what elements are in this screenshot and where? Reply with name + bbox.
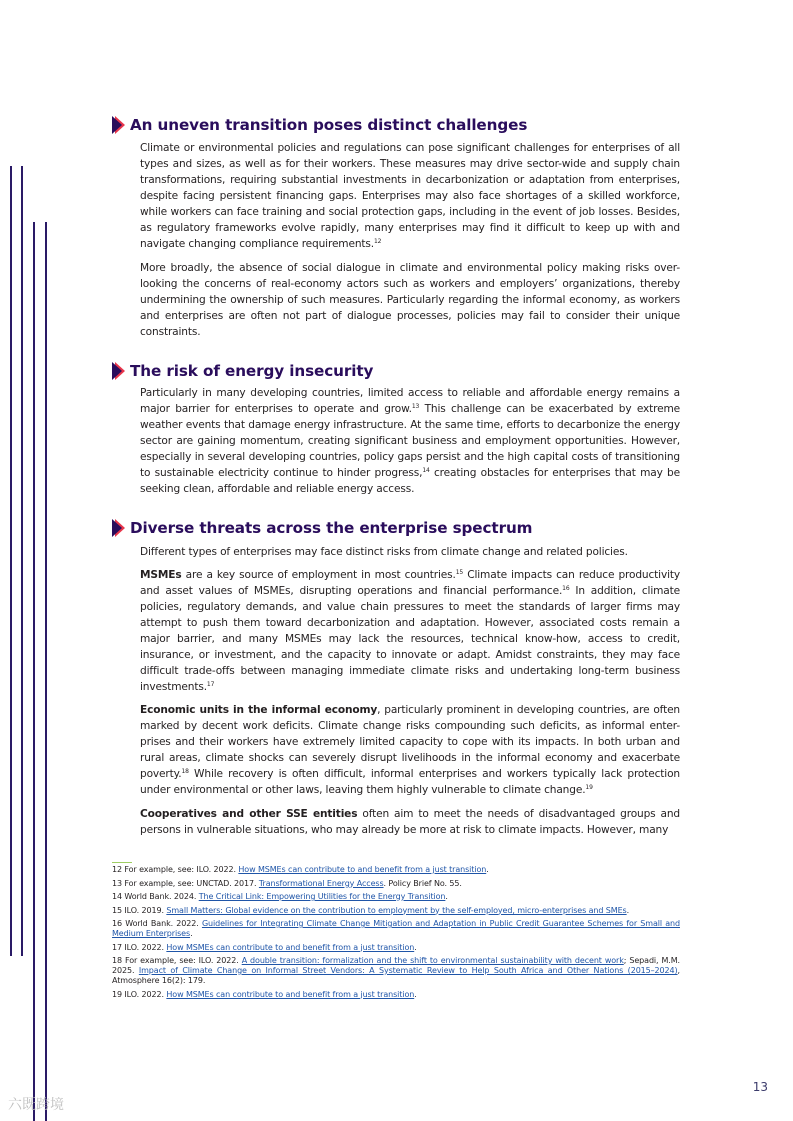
text-run: Particularly in many developing countries, limited access to reliable and affordable energy remains a major barrier for enterprises to operate and grow. — [140, 387, 680, 415]
body-paragraph — [140, 385, 680, 497]
footnote — [112, 892, 680, 902]
section-title: Diverse threats across the enterprise spectrum — [130, 519, 533, 537]
text-run: are a key source of employment in most countries. — [181, 569, 456, 581]
text-run: This challenge can be exacerbated by extreme weather events that damage energy infrastructure. At the same time, efforts to decarbonize the energy sector are gaining momentum, creating significant business and employment opportunities. However, especially in several developing countries, policy gaps persist and the high capital costs of transitioning to sustainable electricity continue to hinder progress, — [140, 403, 680, 479]
reference-link[interactable]: How MSMEs can contribute to and benefit from a just transition — [238, 865, 487, 874]
text-run: creating obstacles for enterprises that may be seeking clean, affordable and reliable energy access. — [140, 467, 680, 495]
reference-link[interactable]: A double transition: formalization and the shift to environmental sustainability with decent work — [241, 956, 624, 965]
body-paragraph — [140, 544, 680, 560]
text-run: Climate impacts can reduce productivity and asset values of MSMEs, disrupting operations and financial performance. — [140, 569, 680, 597]
footnote-ref[interactable]: 14 — [422, 467, 430, 474]
text-run: 17 ILO. 2022. — [112, 942, 167, 952]
text-run: In addition, climate policies, regulatory demands, and value chain pressures to meet the standards of larger firms may attempt to push them toward decarbonization and adaptation. However, associated costs remain a major barrier, and many MSMEs may lack the resources, technical know-how, access to credit, insurance, or investment, and the capacity to innovate or adapt. Amidst constraints, they may face difficult trade-offs between managing immediate climate risks and undertaking long-term business investments. — [140, 585, 681, 693]
text-run: . — [445, 892, 448, 901]
footnote — [112, 879, 680, 889]
bold-term: MSMEs — [140, 569, 182, 581]
section-title: The risk of energy insecurity — [130, 362, 374, 380]
text-run: Climate or environmental policies and regulations can pose significant challenges for enterprises of all types and sizes, as well as for their workers. These measures may drive sector-wide and supply chain transformations, requiring substantial investments in decarbonization or adaptation from enterprises, despite facing persistent financing gaps. Enterprises may also face shortages of a skilled workforce, while workers can face training and social protection gaps, including in the event of job losses. Besides, as regulatory frameworks evolve rapidly, many enterprises may find it difficult to keep up with and navigate changing compliance requirements. — [140, 142, 680, 250]
footnote-divider — [112, 862, 132, 863]
footnote-ref[interactable]: 15 — [455, 569, 464, 576]
text-run: 14 World Bank. 2024. — [112, 892, 199, 901]
footnote-ref[interactable]: 12 — [374, 238, 382, 245]
text-run: 18 For example, see: ILO. 2022. — [112, 956, 242, 965]
reference-link[interactable]: Transformational Energy Access — [258, 878, 384, 888]
text-run: 16 World Bank. 2022. — [112, 919, 202, 928]
text-run: 15 ILO. 2019. — [112, 905, 167, 915]
text-run: More broadly, the absence of social dialogue in climate and environmental policy making risks over-looking the concerns of real-economy actors such as workers and employers’ organizations, thereby undermining the ownership of such measures. Particularly regarding the informal economy, as workers and enterprises are often not part of dialogue processes, policies may fail to consider their unique constraints. — [140, 262, 680, 338]
body-paragraph-msmes — [140, 567, 680, 695]
text-run: . Policy Brief No. 55. — [383, 878, 462, 888]
bold-term: Cooperatives and other SSE entities — [140, 808, 358, 820]
section-heading-diverse-threats — [112, 517, 532, 539]
chevron-right-icon — [112, 362, 126, 380]
footnote-ref[interactable]: 16 — [562, 585, 570, 592]
body-paragraph-informal-economy — [140, 702, 680, 798]
footnote — [112, 990, 680, 1000]
bold-term: Economic units in the informal economy — [140, 704, 378, 716]
footnote — [112, 956, 680, 986]
footnote — [112, 865, 680, 875]
body-paragraph-cooperatives — [140, 806, 680, 838]
footnote — [112, 943, 680, 953]
decor-line-1 — [10, 166, 12, 956]
text-run: . — [190, 929, 193, 938]
decor-line-3 — [33, 222, 35, 1121]
section-heading-uneven-transition — [112, 114, 527, 136]
reference-link[interactable]: How MSMEs can contribute to and benefit from a just transition — [166, 942, 415, 952]
page-number: 13 — [752, 1080, 768, 1094]
reference-link[interactable]: Small Matters: Global evidence on the contribution to employment by the self-employed, micro-enterprises and SMEs — [166, 905, 627, 915]
footnote-ref[interactable]: 13 — [411, 403, 420, 410]
reference-link[interactable]: Guidelines for Integrating Climate Change Mitigation and Adaptation in Public Credit Guarantee Schemes for Small and Medium Enterprises — [112, 919, 680, 938]
chevron-right-icon — [112, 519, 126, 537]
body-paragraph — [140, 260, 680, 340]
reference-link[interactable]: Impact of Climate Change on Informal Street Vendors: A Systematic Review to Help South Africa and Other Nations (2015–2024) — [138, 966, 678, 975]
text-run: . — [414, 942, 417, 952]
text-run: , particularly prominent in developing countries, are often marked by decent work deficits. Climate change risks compounding such deficits, as informal enter-prises and their workers have extremely limited capacity to cope with its impacts. In both urban and rural areas, climate shocks can severely disrupt livelihoods in the informal economy and exacerbate poverty. — [140, 704, 680, 780]
text-run: . — [414, 989, 417, 999]
body-paragraph — [140, 140, 680, 252]
footnote-ref[interactable]: 18 — [181, 768, 189, 775]
reference-link[interactable]: How MSMEs can contribute to and benefit from a just transition — [166, 989, 415, 999]
section-heading-energy-insecurity — [112, 360, 373, 382]
chevron-right-icon — [112, 116, 126, 134]
text-run: . — [626, 905, 630, 915]
watermark-logo: 六既跨境 — [8, 1097, 64, 1113]
decor-line-2 — [21, 166, 23, 956]
footnote-ref[interactable]: 17 — [206, 681, 215, 688]
text-run: Different types of enterprises may face distinct risks from climate change and related policies. — [140, 546, 628, 558]
reference-link[interactable]: The Critical Link: Empowering Utilities for the Energy Transition — [198, 892, 446, 901]
footnote — [112, 919, 680, 939]
footnotes — [112, 865, 680, 1003]
decor-line-4 — [45, 222, 47, 1121]
text-run: 13 For example, see: UNCTAD. 2017. — [112, 878, 259, 888]
text-run: . — [486, 865, 489, 874]
text-run: 12 For example, see: ILO. 2022. — [112, 865, 239, 874]
footnote-ref[interactable]: 19 — [585, 784, 593, 791]
text-run: often aim to meet the needs of disadvantaged groups and persons in vulnerable situations, who may already be more at risk to climate impacts. However, many — [140, 808, 681, 836]
text-run: ; Sepadi, M.M. 2025. — [112, 956, 680, 975]
text-run: While recovery is often difficult, informal enterprises and workers typically lack protection under environmental or other laws, leaving them highly vulnerable to climate change. — [140, 768, 680, 796]
text-run: 19 ILO. 2022. — [112, 989, 167, 999]
text-run: , Atmosphere 16(2): 179. — [112, 966, 680, 985]
footnote — [112, 906, 680, 916]
section-title: An uneven transition poses distinct challenges — [130, 116, 528, 134]
